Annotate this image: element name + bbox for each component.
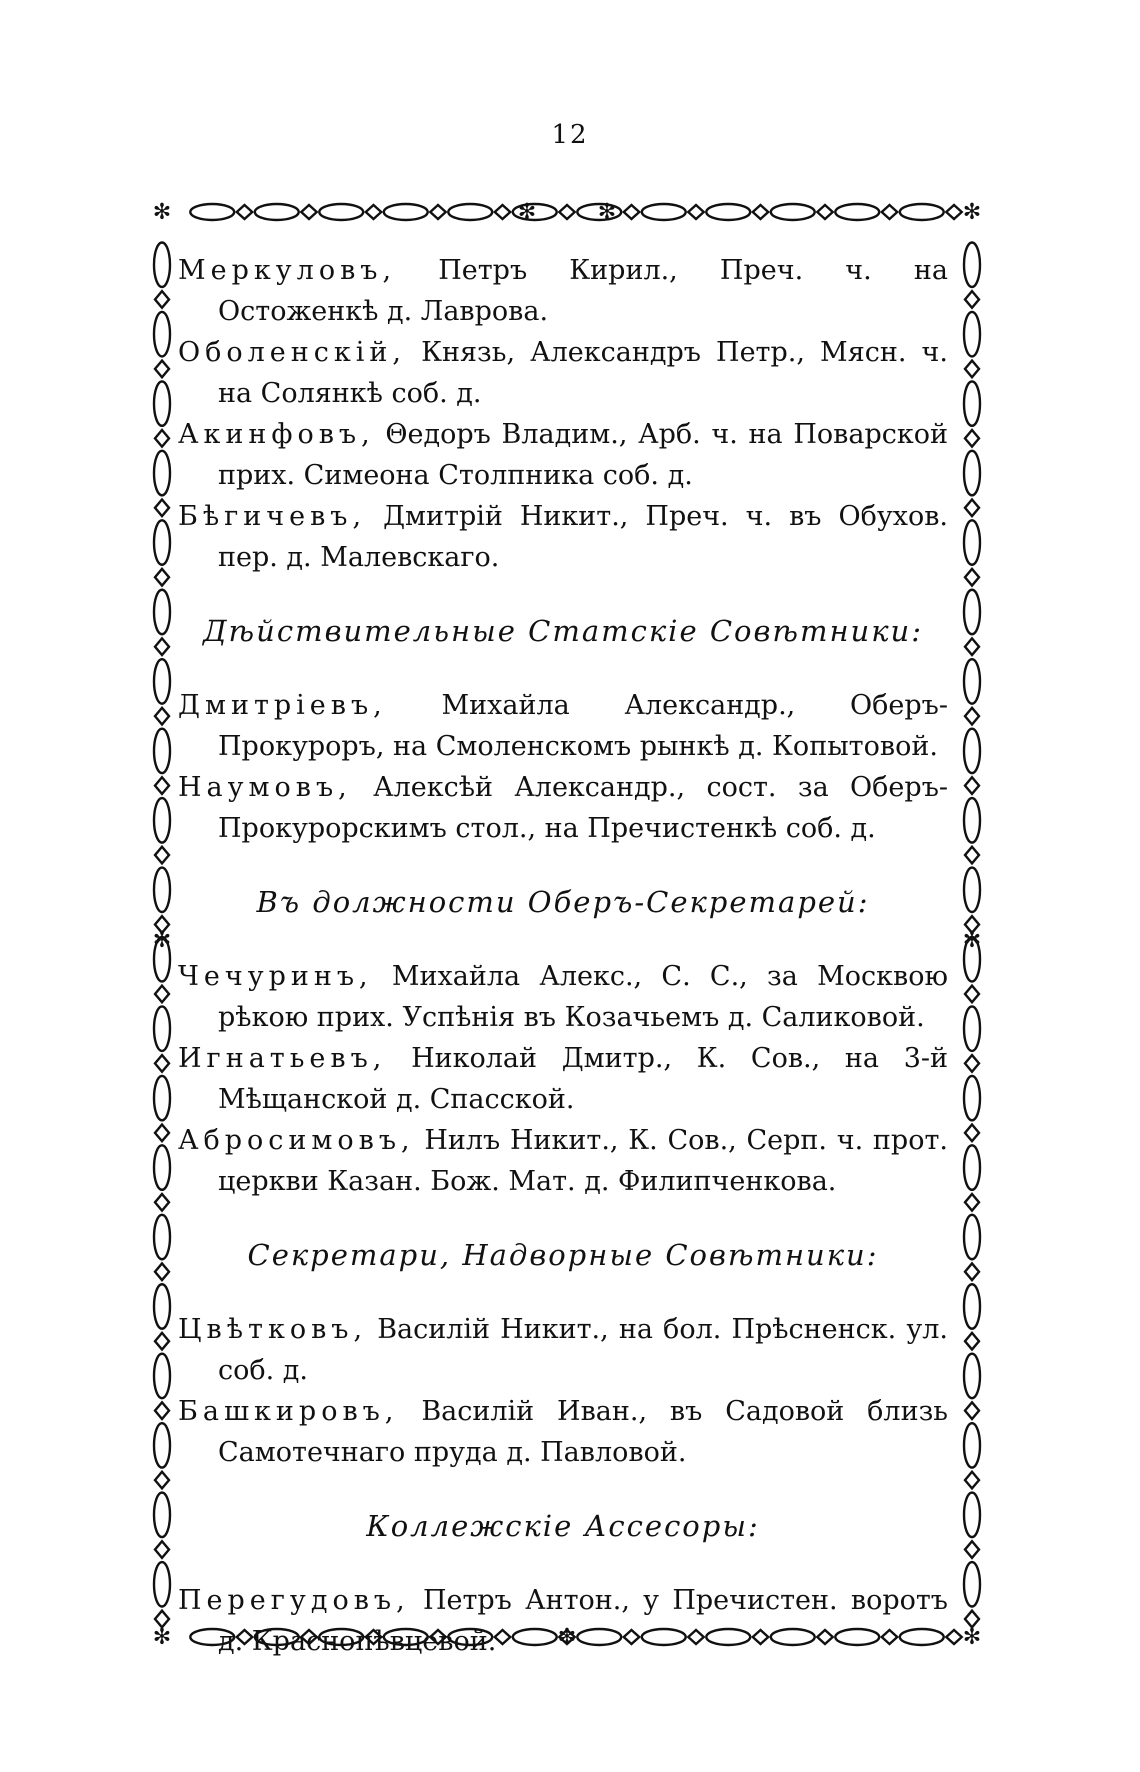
list-item xyxy=(178,332,948,414)
section-heading: Въ должности Оберъ-Секретарей: xyxy=(256,885,870,919)
entry-details: Нилъ Никит., К. Сов., Серп. ч. прот. церкви Казан. Бож. Мат. д. Филипченкова. xyxy=(218,1125,948,1197)
entry-surname: Перегудовъ, xyxy=(178,1585,410,1616)
entry-surname: Оболенскій, xyxy=(178,337,406,368)
svg-text:✻: ✻ xyxy=(152,200,172,225)
list-item xyxy=(178,414,948,496)
list-item xyxy=(178,1309,948,1391)
list-item xyxy=(178,1580,948,1662)
entry-surname: Абросимовъ, xyxy=(178,1125,415,1156)
page-number: 12 xyxy=(551,120,589,150)
entry-details: Василій Иван., въ Садовой близь Самотечнаго пруда д. Павловой. xyxy=(218,1396,948,1468)
list-item xyxy=(178,767,948,849)
entry-details: Дмитрій Никит., Преч. ч. въ Обухов. пер. д. Малевскаго. xyxy=(218,501,948,573)
svg-text:✻: ✻ xyxy=(962,1625,982,1650)
list-item xyxy=(178,1120,948,1202)
entry-surname: Чечуринъ, xyxy=(178,961,373,992)
entry-surname: Меркуловъ, xyxy=(178,255,397,286)
section-heading: Дѣйствительные Статскіе Совѣтники: xyxy=(202,614,923,648)
section-0 xyxy=(178,250,948,578)
entry-details: Θедоръ Владим., Арб. ч. на Поварской прих. Симеона Столпника соб. д. xyxy=(218,419,948,491)
entry-details: Князь, Александръ Петр., Мясн. ч. на Солянкѣ соб. д. xyxy=(218,337,948,409)
entry-details: Михайла Алекс., С. С., за Москвою рѣкою прих. Успѣнія въ Козачьемъ д. Саликовой. xyxy=(218,961,948,1033)
entry-surname: Игнатьевъ, xyxy=(178,1043,387,1074)
svg-text:✻: ✻ xyxy=(962,928,982,953)
section-1 xyxy=(178,611,948,849)
entry-details: Николай Дмитр., К. Сов., на 3-й Мѣщанской д. Спасской. xyxy=(218,1043,948,1115)
svg-text:✻: ✻ xyxy=(597,200,617,225)
section-4 xyxy=(178,1506,948,1662)
section-3 xyxy=(178,1235,948,1473)
entry-details: Михайла Александр., Оберъ-Прокуроръ, на Смоленскомъ рынкѣ д. Копытовой. xyxy=(218,690,948,762)
entry-surname: Башкировъ, xyxy=(178,1396,399,1427)
list-item xyxy=(178,956,948,1038)
entry-surname: Цвѣтковъ, xyxy=(178,1314,368,1345)
entry-details: Алексѣй Александр., сост. за Оберъ-Прокурорскимъ стол., на Пречистенкѣ соб. д. xyxy=(218,772,948,844)
list-item xyxy=(178,496,948,578)
list-item xyxy=(178,1391,948,1473)
section-heading: Коллежскіе Ассесоры: xyxy=(366,1509,760,1543)
list-item xyxy=(178,250,948,332)
entry-surname: Дмитріевъ, xyxy=(178,690,387,721)
entry-surname: Наумовъ, xyxy=(178,772,352,803)
entry-details: Петръ Кирил., Преч. ч. на Остоженкѣ д. Лаврова. xyxy=(218,255,948,327)
entry-surname: Акинфовъ, xyxy=(178,419,375,450)
list-item xyxy=(178,685,948,767)
entry-surname: Бѣгичевъ, xyxy=(178,501,367,532)
section-2 xyxy=(178,882,948,1202)
page-content xyxy=(178,250,948,1662)
list-item xyxy=(178,1038,948,1120)
section-heading: Секретари, Надворные Совѣтники: xyxy=(247,1238,879,1272)
svg-text:✻: ✻ xyxy=(962,200,982,225)
svg-text:✻: ✻ xyxy=(557,1625,577,1650)
entry-details: Василій Никит., на бол. Прѣсненск. ул. соб. д. xyxy=(218,1314,948,1386)
svg-text:✻: ✻ xyxy=(152,1625,172,1650)
svg-text:✻: ✻ xyxy=(517,200,537,225)
svg-text:✻: ✻ xyxy=(152,928,172,953)
entry-details: Петръ Антон., у Пречистен. воротъ д. Краснопѣвцевой. xyxy=(218,1585,948,1657)
